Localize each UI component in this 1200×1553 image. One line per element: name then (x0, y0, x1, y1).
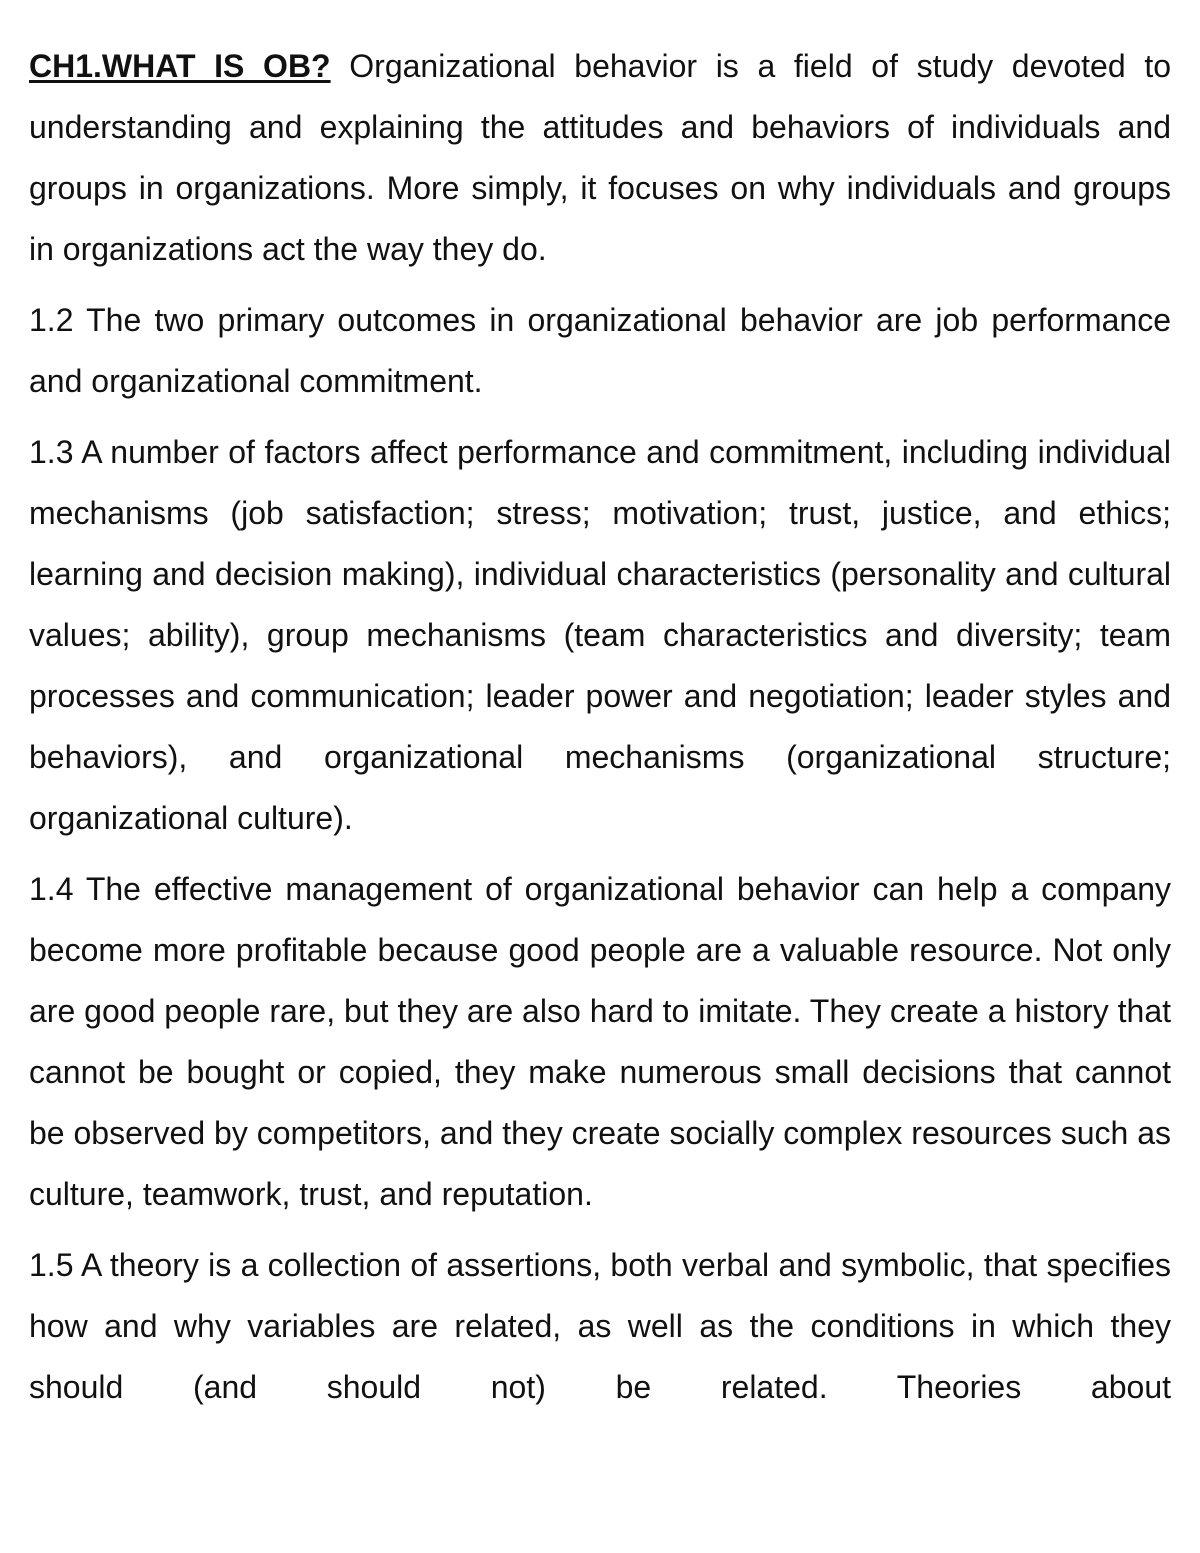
paragraph-1-3: 1.3 A number of factors affect performance and commitment, including individual mechanisms (job satisfaction; stress; motivation; trust, justice, and ethics; learning and decision making), individual characteristics (personality and cultural values; ability), group mechanisms (team characteristics and diversity; team processes and communication; leader power and negotiation; leader styles and behaviors), and organizational mechanisms (organizational structure; organizational culture). (29, 434, 1171, 836)
document-page (29, 36, 1171, 1428)
paragraph-1-5: 1.5 A theory is a collection of assertions, both verbal and symbolic, that specifies how and why variables are related, as well as the conditions in which they should (and should not) be related. Theories about (29, 1247, 1171, 1405)
paragraph-1-4: 1.4 The effective management of organizational behavior can help a company become more profitable because good people are a valuable resource. Not only are good people rare, but they are also hard to imitate. They create a history that cannot be bought or copied, they make numerous small decisions that cannot be observed by competitors, and they create socially complex resources such as culture, teamwork, trust, and reputation. (29, 871, 1171, 1212)
intro-paragraph (29, 36, 1171, 280)
paragraph-1-2: 1.2 The two primary outcomes in organizational behavior are job performance and organizational commitment. (29, 302, 1171, 399)
chapter-heading: CH1.WHAT IS OB? (29, 48, 331, 84)
intro-text: Organizational behavior is a field of study devoted to understanding and explaining the attitudes and behaviors of individuals and groups in organizations. More simply, it focuses on why individuals and groups in organizations act the way they do. (29, 48, 1172, 267)
